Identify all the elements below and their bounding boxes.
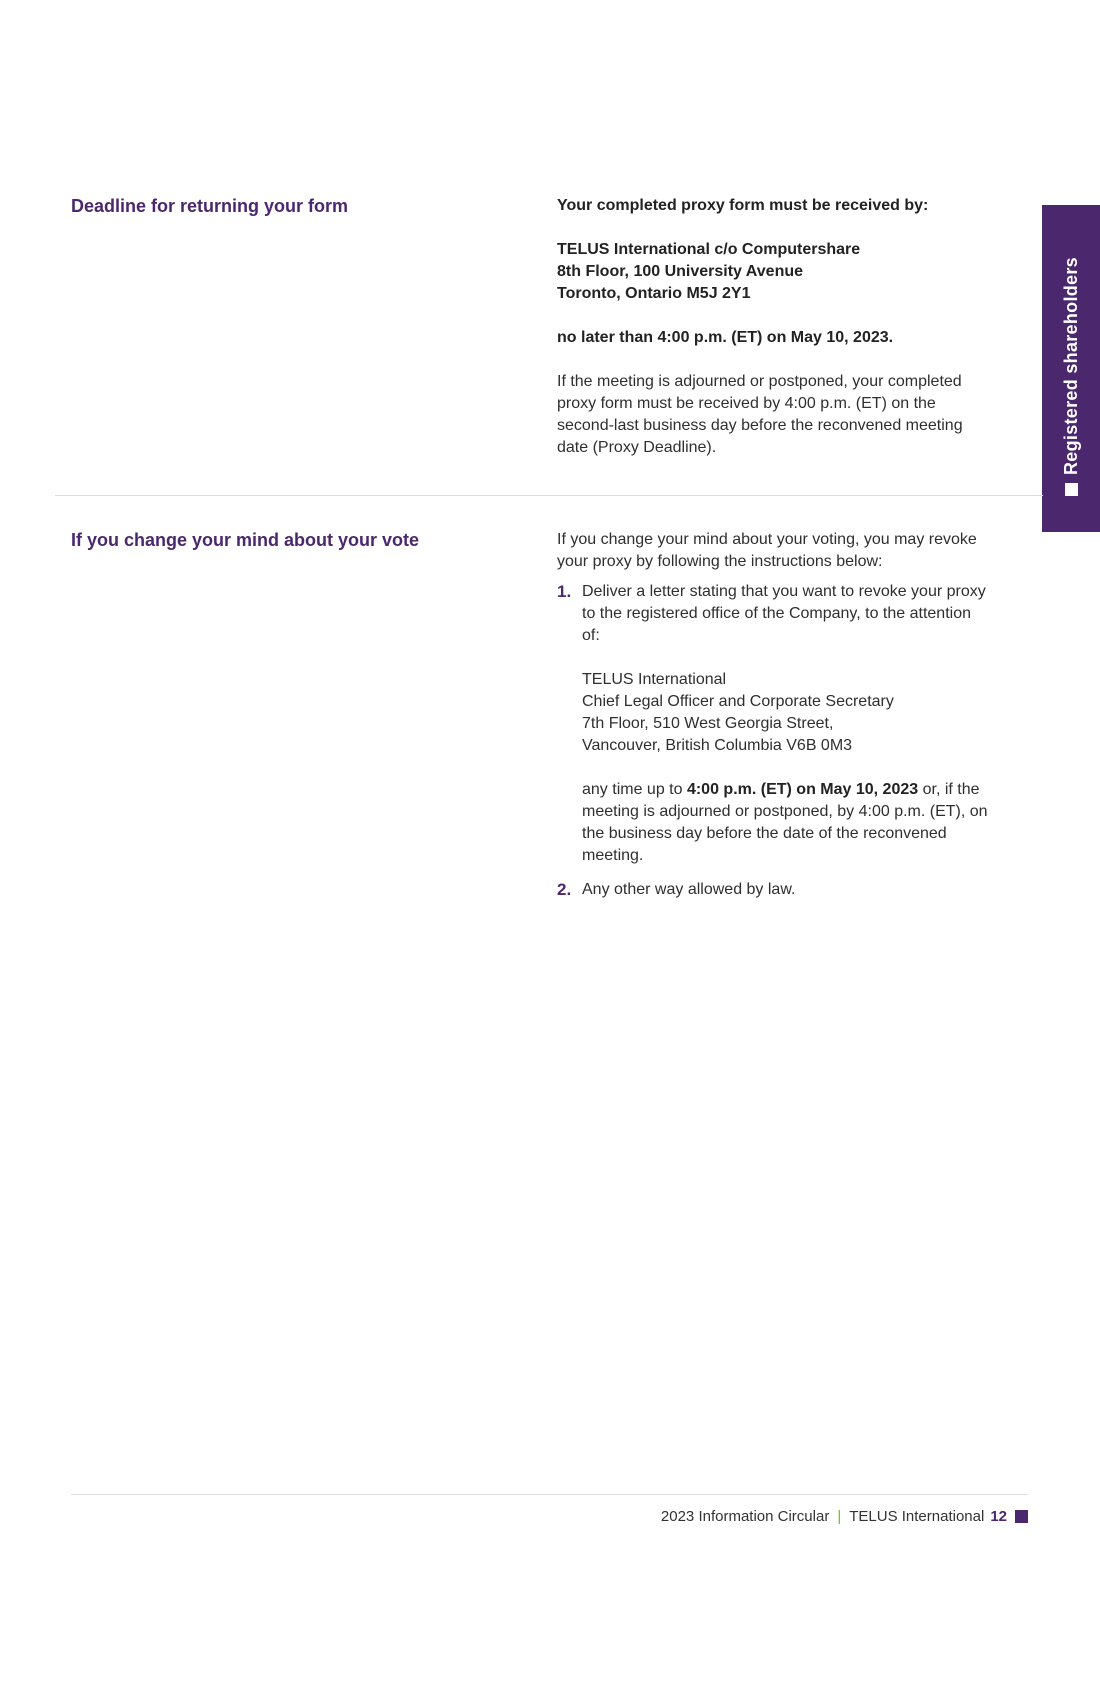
deadline-address-line2: 8th Floor, 100 University Avenue (557, 263, 804, 280)
section-divider (55, 495, 1043, 496)
square-bullet-icon (1065, 483, 1078, 496)
step1-time-suffix: or, if the meeting is adjourned or postponed, by 4:00 p.m. (ET), on the business day before the date of the reconvened meeting. (582, 781, 988, 864)
step1-time-text (582, 779, 992, 867)
deadline-content (557, 195, 1017, 459)
list-item (557, 581, 1017, 867)
step1-address-line1: TELUS International (582, 671, 727, 688)
step1-address-line2: Chief Legal Officer and Corporate Secretary (582, 693, 894, 710)
footer-rule (71, 1494, 1028, 1495)
step1-address-line3: 7th Floor, 510 West Georgia Street, (582, 715, 834, 732)
footer-doc-title: 2023 Information Circular (660, 1507, 830, 1525)
step2-text: Any other way allowed by law. (582, 881, 796, 898)
deadline-adjourned-text: If the meeting is adjourned or postponed, your completed proxy form must be received by 4:00 p.m. (ET) on the second-last business day before the reconvened meeting date (Proxy Deadline). (557, 373, 963, 456)
square-bullet-icon (1015, 1510, 1028, 1523)
list-item (557, 879, 1017, 901)
deadline-time: no later than 4:00 p.m. (ET) on May 10, 2023. (557, 329, 894, 346)
section-side-tab (1042, 205, 1100, 532)
revoke-steps-list (557, 581, 1017, 901)
side-tab-label: Registered shareholders (1061, 257, 1081, 475)
deadline-heading: Deadline for returning your form (71, 196, 349, 216)
page-footer (661, 1505, 1028, 1527)
deadline-address-line3: Toronto, Ontario M5J 2Y1 (557, 285, 751, 302)
footer-company: TELUS International (849, 1507, 985, 1525)
step1-address-line4: Vancouver, British Columbia V6B 0M3 (582, 737, 853, 754)
step1-text: Deliver a letter stating that you want to revoke your proxy to the registered office of the Company, to the attention of: (582, 583, 986, 644)
side-tab-label-wrap (1060, 257, 1082, 496)
page-number: 12 (990, 1507, 1007, 1525)
step1-time-prefix: any time up to (582, 781, 687, 798)
step-number: 1. (557, 582, 572, 601)
deadline-intro: Your completed proxy form must be received by: (557, 197, 929, 214)
step-number: 2. (557, 880, 572, 899)
change-vote-intro: If you change your mind about your voting, you may revoke your proxy by following the instructions below: (557, 531, 977, 570)
footer-separator: | (837, 1507, 842, 1525)
step1-time-bold: 4:00 p.m. (ET) on May 10, 2023 (686, 781, 919, 798)
deadline-address-line1: TELUS International c/o Computershare (557, 241, 861, 258)
change-vote-content (557, 529, 1017, 913)
change-vote-heading: If you change your mind about your vote (71, 530, 420, 550)
